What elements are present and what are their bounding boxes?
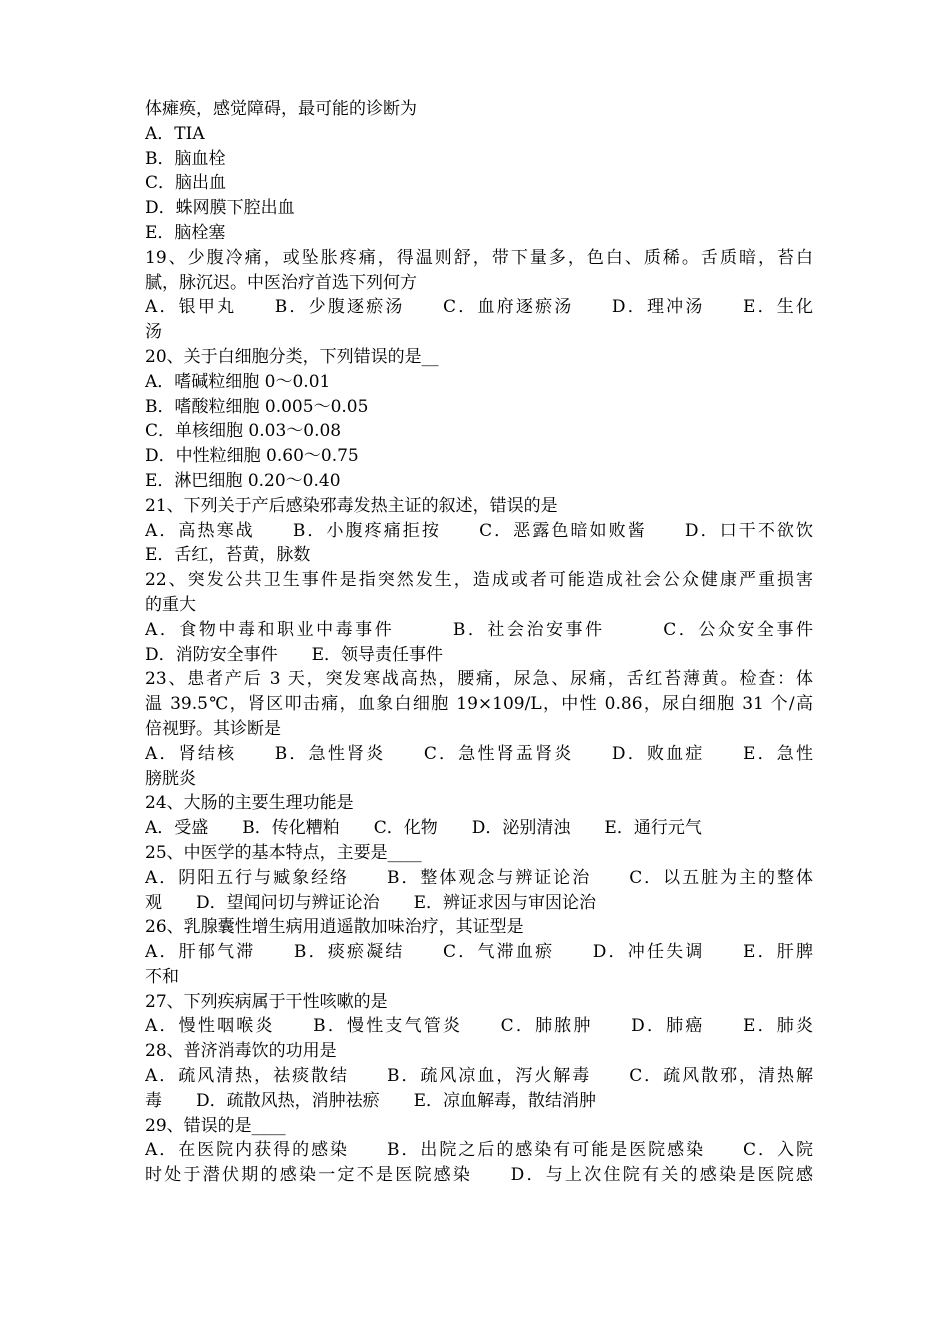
text-line: A．阴阳五行与臧象经络 B．整体观念与辨证论治 C．以五脏为主的整体 [145, 867, 813, 888]
text-line: 时处于潜伏期的感染一定不是医院感染 D．与上次住院有关的感染是医院感 [145, 1165, 813, 1186]
text-line: B．脑血栓 [145, 148, 226, 169]
text-line: E．脑栓塞 [145, 222, 226, 243]
text-line: 毒 D．疏散风热，消肿祛瘀 E．凉血解毒，散结消肿 [145, 1090, 597, 1111]
text-line: 腻，脉沉迟。中医治疗首选下列何方 [145, 272, 417, 293]
text-line: 倍视野。其诊断是 [145, 718, 281, 739]
text-line: A．银甲丸 B．少腹逐瘀汤 C．血府逐瘀汤 D．理冲汤 E．生化 [145, 297, 813, 318]
text-line: 24、大肠的主要生理功能是 [145, 793, 354, 814]
text-line: A．疏风清热，祛痰散结 B．疏风凉血，泻火解毒 C．疏风散邪，清热解 [145, 1066, 813, 1087]
text-line: A．食物中毒和职业中毒事件 B．社会治安事件 C．公众安全事件 [145, 619, 813, 640]
text-line: C．单核细胞 0.03～0.08 [145, 421, 342, 442]
text-line: 25、中医学的基本特点，主要是____ [145, 842, 422, 863]
text-line: 20、关于白细胞分类，下列错误的是__ [145, 346, 439, 367]
text-line: E．淋巴细胞 0.20～0.40 [145, 470, 341, 491]
text-line: 观 D．望闻问切与辨证论治 E．辨证求因与审因论治 [145, 892, 597, 913]
text-line: 的重大 [145, 594, 196, 615]
text-line: 19、少腹冷痛，或坠胀疼痛，得温则舒，带下量多，色白、质稀。舌质暗，苔白 [145, 247, 813, 268]
text-line: A．高热寒战 B．小腹疼痛拒按 C．恶露色暗如败酱 D．口干不欲饮 [145, 520, 813, 541]
text-line: D．蛛网膜下腔出血 [145, 198, 295, 219]
text-line: A．肾结核 B．急性肾炎 C．急性肾盂肾炎 D．败血症 E．急性 [145, 743, 813, 764]
text-line: A．在医院内获得的感染 B．出院之后的感染有可能是医院感染 C．入院 [145, 1140, 813, 1161]
text-line: 不和 [145, 966, 179, 987]
text-line: 22、突发公共卫生事件是指突然发生，造成或者可能造成社会公众健康严重损害 [145, 570, 813, 591]
text-line: B．嗜酸粒细胞 0.005～0.05 [145, 396, 369, 417]
text-line: 26、乳腺囊性增生病用逍遥散加味治疗，其证型是 [145, 917, 524, 938]
text-line: A．受盛 B．传化糟粕 C．化物 D．泌别清浊 E．通行元气 [145, 818, 702, 839]
text-line: C．脑出血 [145, 173, 227, 194]
text-line: D．中性粒细胞 0.60～0.75 [145, 446, 359, 467]
text-line: 27、下列疾病属于干性咳嗽的是 [145, 991, 388, 1012]
text-line: E．舌红，苔黄，脉数 [145, 545, 311, 566]
text-line: 29、错误的是____ [145, 1115, 286, 1136]
text-line: 温 39.5℃，肾区叩击痛，血象白细胞 19×109/L，中性 0.86，尿白细胞 31 个/高 [145, 694, 813, 715]
text-line: A．嗜碱粒细胞 0～0.01 [145, 371, 331, 392]
text-line: 28、普济消毒饮的功用是 [145, 1041, 337, 1062]
text-line: 21、下列关于产后感染邪毒发热主证的叙述，错误的是 [145, 495, 558, 516]
text-line: A．慢性咽喉炎 B．慢性支气管炎 C．肺脓肿 D．肺癌 E．肺炎 [145, 1016, 813, 1037]
text-line: 膀胱炎 [145, 768, 196, 789]
text-line: 23、患者产后 3 天，突发寒战高热，腰痛，尿急、尿痛，舌红苔薄黄。检查：体 [145, 669, 813, 690]
document-page [145, 97, 813, 1188]
text-line: A．肝郁气滞 B．痰瘀凝结 C．气滞血瘀 D．冲任失调 E．肝脾 [145, 942, 813, 963]
text-line: D．消防安全事件 E．领导责任事件 [145, 644, 444, 665]
text-line: 体瘫痪，感觉障碍，最可能的诊断为 [145, 99, 417, 119]
text-line: A．TIA [145, 123, 205, 144]
text-line: 汤 [145, 322, 162, 343]
